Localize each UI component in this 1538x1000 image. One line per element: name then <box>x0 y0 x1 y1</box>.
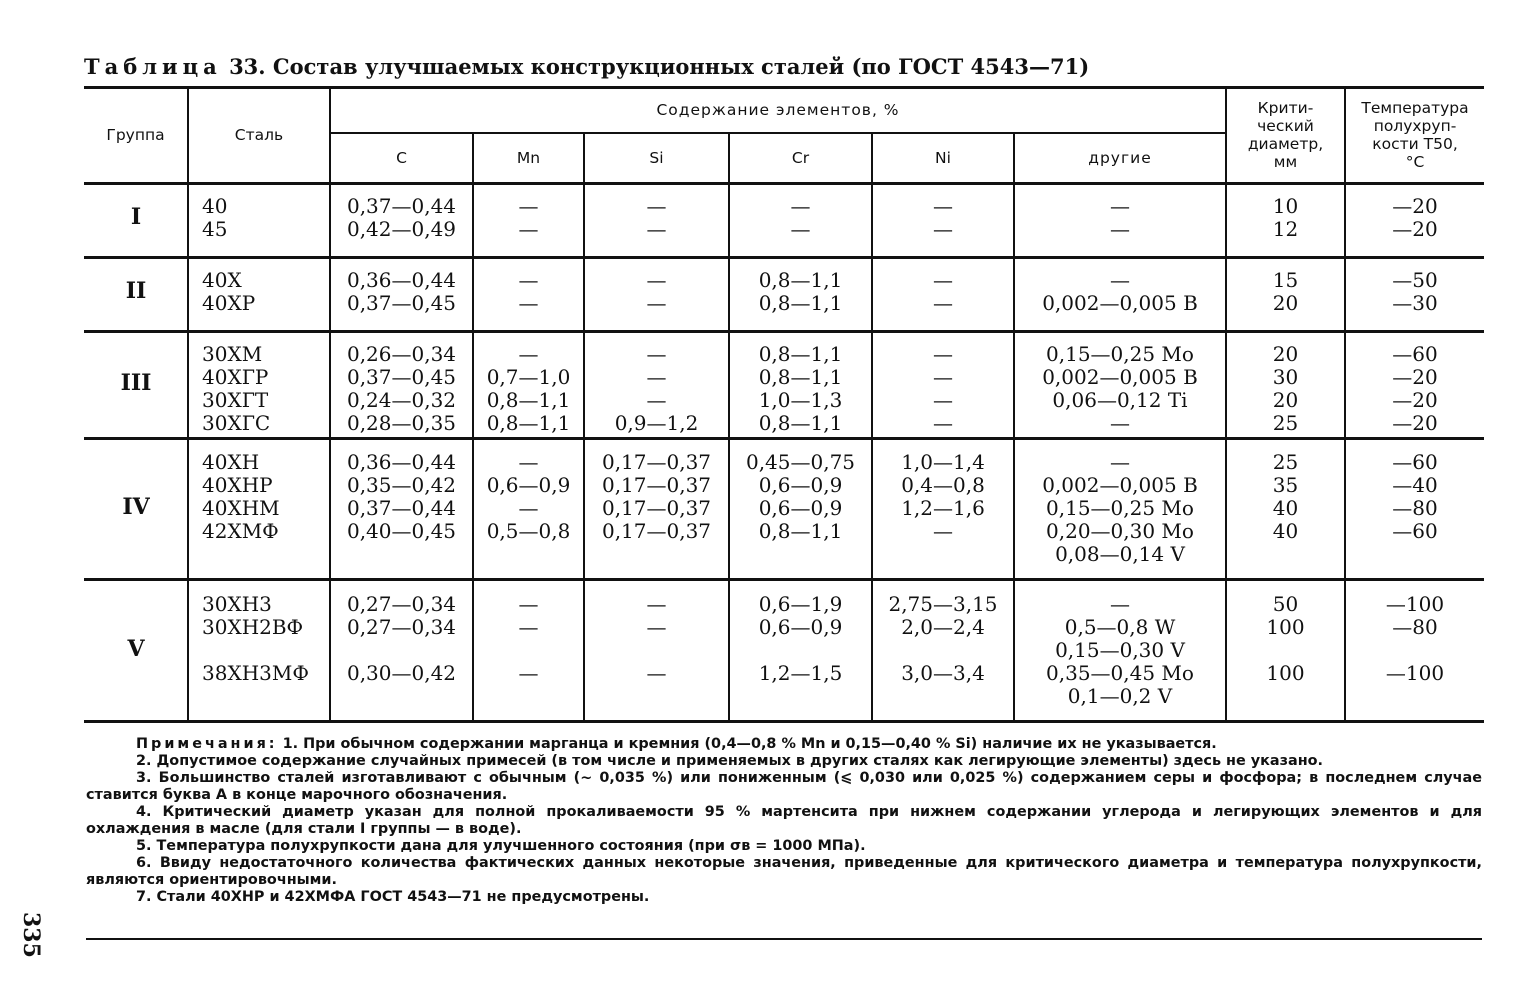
group-label-4: IV <box>122 494 150 520</box>
cr-values-2: 0,8—1,1 0,8—1,1 <box>758 268 843 315</box>
group-rule-1 <box>84 256 1484 259</box>
header-content: Содержание элементов, % <box>656 101 900 119</box>
header-bottom-rule <box>84 182 1484 185</box>
group-label-1: I <box>130 204 142 230</box>
other-values-3: 0,15—0,25 Mo 0,002—0,005 B 0,06—0,12 Ti — <box>1042 342 1198 435</box>
c-values-5: 0,27—0,34 0,27—0,34 0,30—0,42 <box>346 592 457 685</box>
other-values-5: — 0,5—0,8 W 0,15—0,30 V 0,35—0,45 Mo 0,1—0,2 V <box>1046 592 1194 708</box>
steel-names-5: 30ХН3 30ХН2ВФ 38ХН3МФ <box>202 592 309 685</box>
note-1-text: 1. При обычном содержании марганца и кремния (0,4—0,8 % Mn и 0,15—0,40 % Si) наличие их не указывается. <box>282 736 1217 752</box>
group-label-3: III <box>120 370 152 396</box>
c-values-4: 0,36—0,44 0,35—0,42 0,37—0,44 0,40—0,45 <box>346 450 457 543</box>
header-other: другие <box>1088 149 1152 167</box>
note-3: 3. Большинство сталей изготавливают с обычным (~ 0,035 %) или пониженным (⩽ 0,030 или 0,025 %) содержанием серы и фосфора; в последнем случае ставится буква A в конце марочного обозначения. <box>86 770 1482 803</box>
header-ni: Ni <box>935 149 951 167</box>
header-cr: Cr <box>791 149 810 167</box>
other-values-4: — 0,002—0,005 B 0,15—0,25 Mo 0,20—0,30 Mo 0,08—0,14 V <box>1042 450 1198 566</box>
table-bottom-rule <box>84 720 1484 723</box>
group-rule-3 <box>84 437 1484 440</box>
note-6: 6. Ввиду недостаточного количества фактических данных некоторые значения, приведенные для критического диаметра и температура полухрупкости, являются ориентировочными. <box>86 855 1482 888</box>
si-values-5: — — — <box>646 592 667 685</box>
page-number: 335 <box>18 912 44 958</box>
si-values-1: — — <box>646 194 667 241</box>
note-5: 5. Температура полухрупкости дана для улучшенного состояния (при σв = 1000 МПа). <box>136 838 866 854</box>
group-rule-2 <box>84 330 1484 333</box>
si-values-3: — — — 0,9—1,2 <box>614 342 699 435</box>
mn-values-2: — — <box>518 268 539 315</box>
steel-names-4: 40ХН 40ХНР 40ХНМ 42ХМФ <box>202 450 280 543</box>
si-values-4: 0,17—0,37 0,17—0,37 0,17—0,37 0,17—0,37 <box>601 450 712 543</box>
crit-values-2: 15 20 <box>1272 268 1299 315</box>
ni-values-5: 2,75—3,15 2,0—2,4 3,0—3,4 <box>888 592 998 685</box>
header-temperature: Температура полухруп- кости T50, °C <box>1361 99 1469 171</box>
temp-values-5: —100 —80 —100 <box>1385 592 1445 685</box>
table-title-text: Состав улучшаемых конструкционных сталей (по ГОСТ 4543—71) <box>272 54 1090 79</box>
ni-values-3: — — — — <box>933 342 953 435</box>
note-7: 7. Стали 40ХНР и 42ХМФА ГОСТ 4543—71 не предусмотрены. <box>136 889 650 905</box>
notes-heading: Примечания: <box>136 736 278 752</box>
crit-values-5: 50 100 100 <box>1266 592 1305 685</box>
note-1 <box>86 736 1482 753</box>
header-group: Группа <box>106 126 165 144</box>
header-si: Si <box>649 149 664 167</box>
ni-values-1: — — <box>933 194 953 241</box>
c-values-3: 0,26—0,34 0,37—0,45 0,24—0,32 0,28—0,35 <box>346 342 457 435</box>
ni-values-2: — — <box>933 268 953 315</box>
mn-values-4: — 0,6—0,9 — 0,5—0,8 <box>486 450 571 543</box>
steel-names-2: 40Х 40ХР <box>202 268 256 315</box>
cr-values-5: 0,6—1,9 0,6—0,9 1,2—1,5 <box>758 592 843 685</box>
table-title <box>84 54 1089 79</box>
note-4: 4. Критический диаметр указан для полной прокаливаемости 95 % мартенсита при нижнем содержании углерода и легирующих элементов и для охлаждения в масле (для стали I группы — в воде). <box>86 804 1482 837</box>
header-mn: Mn <box>516 149 541 167</box>
temp-values-4: —60 —40 —80 —60 <box>1392 450 1438 543</box>
header-steel: Сталь <box>234 126 284 144</box>
temp-values-1: —20 —20 <box>1392 194 1438 241</box>
steel-names-3: 30ХМ 40ХГР 30ХГТ 30ХГС <box>202 342 271 435</box>
mn-values-5: — — — <box>518 592 539 685</box>
group-label-5: V <box>127 636 145 662</box>
c-values-2: 0,36—0,44 0,37—0,45 <box>346 268 457 315</box>
crit-values-4: 25 35 40 40 <box>1272 450 1299 543</box>
header-c: C <box>396 149 407 167</box>
other-values-1: — — <box>1110 194 1130 241</box>
crit-values-1: 10 12 <box>1272 194 1299 241</box>
steel-names-1: 40 45 <box>202 194 228 241</box>
mn-values-1: — — <box>518 194 539 241</box>
temp-values-3: —60 —20 —20 —20 <box>1392 342 1438 435</box>
other-values-2: — 0,002—0,005 B <box>1042 268 1198 315</box>
cr-values-1: — — <box>790 194 811 241</box>
mn-values-3: — 0,7—1,0 0,8—1,1 0,8—1,1 <box>486 342 571 435</box>
header-crit-diameter: Крити- ческий диаметр, мм <box>1247 99 1324 171</box>
composition-table <box>84 86 1484 724</box>
c-values-1: 0,37—0,44 0,42—0,49 <box>346 194 457 241</box>
si-values-2: — — <box>646 268 667 315</box>
cr-values-3: 0,8—1,1 0,8—1,1 1,0—1,3 0,8—1,1 <box>758 342 843 435</box>
page-bottom-rule <box>86 938 1482 940</box>
ni-values-4: 1,0—1,4 0,4—0,8 1,2—1,6 — <box>901 450 985 543</box>
note-2: 2. Допустимое содержание случайных примесей (в том числе и применяемых в других сталях как легирующие элементы) здесь не указано. <box>136 753 1323 769</box>
crit-values-3: 20 30 20 25 <box>1272 342 1299 435</box>
table-notes <box>86 736 1482 906</box>
table-title-label: Таблица <box>84 54 222 79</box>
group-rule-4 <box>84 578 1484 581</box>
group-label-2: II <box>125 278 147 304</box>
temp-values-2: —50 —30 <box>1392 268 1438 315</box>
table-title-number: 33. <box>229 54 266 79</box>
cr-values-4: 0,45—0,75 0,6—0,9 0,6—0,9 0,8—1,1 <box>745 450 856 543</box>
